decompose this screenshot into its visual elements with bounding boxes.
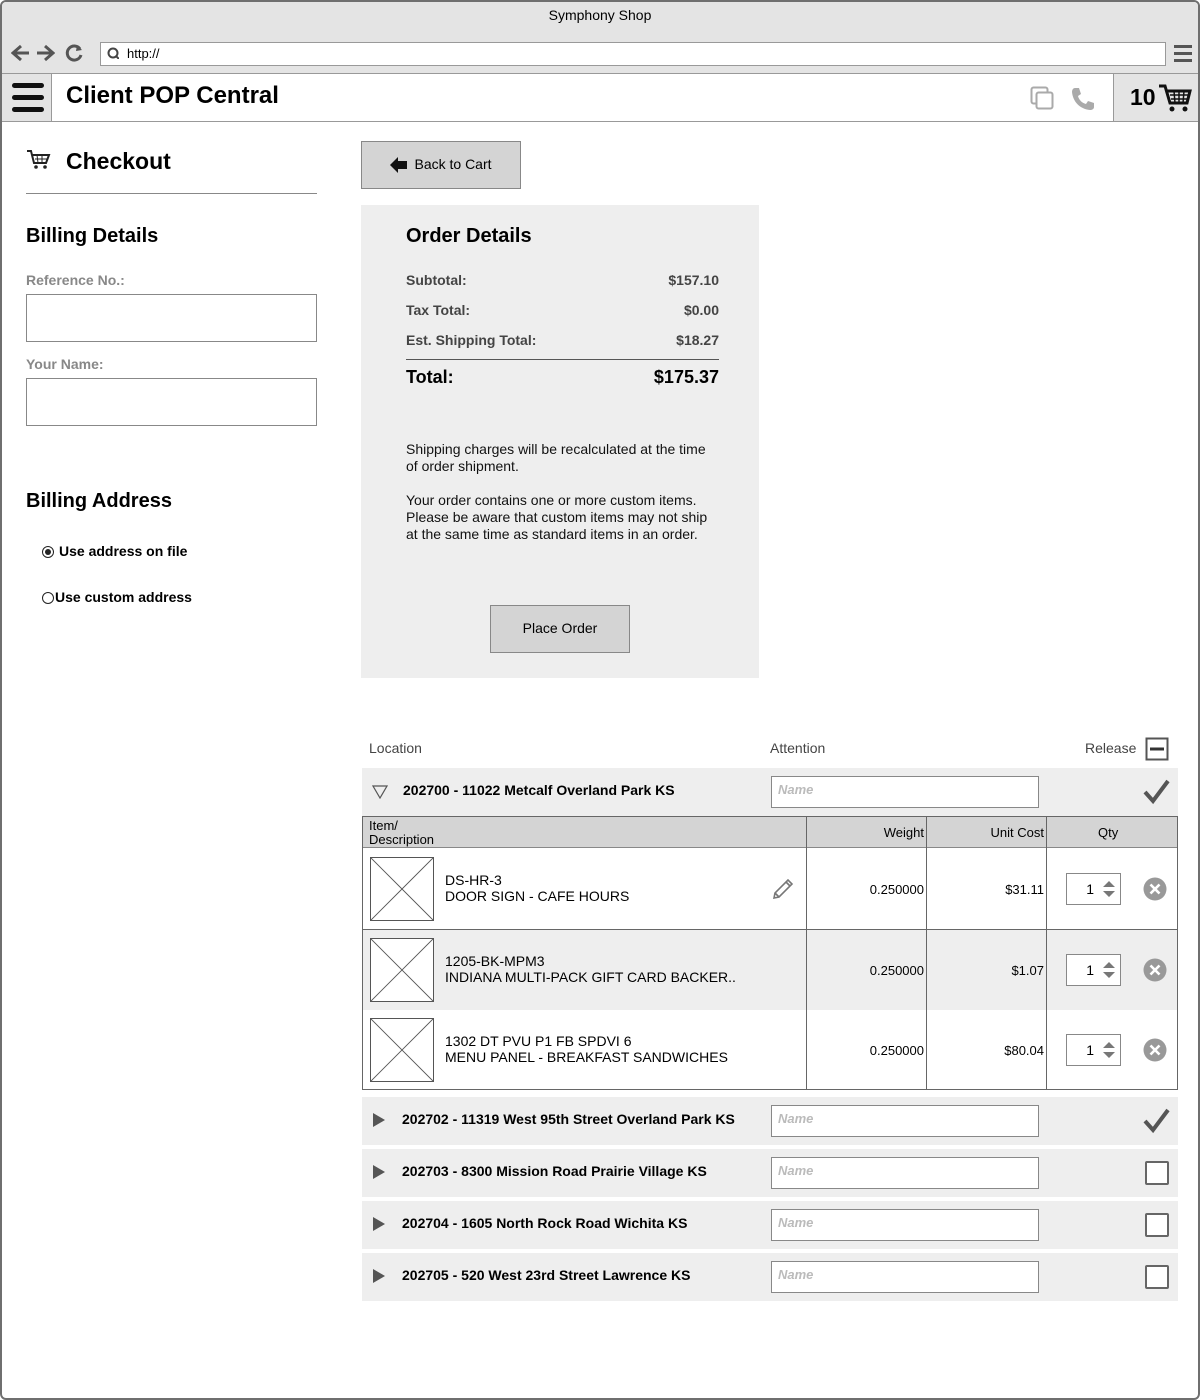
menu-icon[interactable] [1174,45,1192,66]
copy-icon[interactable] [1030,86,1054,110]
url-text: http:// [127,46,160,61]
location-row [362,768,1178,816]
shipping-label: Est. Shipping Total: [406,332,537,348]
url-input[interactable] [100,42,1166,66]
name-label: Your Name: [26,356,104,372]
total-label: Total: [406,367,454,387]
place-order-button[interactable]: Place Order [490,605,630,653]
triangle-expand-icon[interactable] [372,1112,386,1128]
item-description: MENU PANEL - BREAKFAST SANDWICHES [445,1049,728,1065]
item-description-header [369,819,434,847]
column-divider [806,817,807,1089]
item-sku: 1205-BK-MPM3 [445,953,545,969]
image-placeholder-icon [370,1018,434,1082]
total-value: $175.37 [653,367,719,387]
pencil-edit-icon[interactable] [771,877,795,901]
items-table-header [363,817,1177,848]
description-header: Description [369,832,435,847]
divider [406,359,719,360]
remove-icon[interactable] [1143,1038,1167,1062]
attention-name-input[interactable]: Name [771,1105,1039,1137]
browser-titlebar [2,2,1198,32]
remove-icon[interactable] [1143,877,1167,901]
browser-title: Symphony Shop [548,7,652,23]
billing-address-heading: Billing Address [26,490,172,512]
quantity-value: 1 [1086,881,1094,897]
reference-field[interactable] [26,294,317,342]
item-unit-cost: $80.04 [1004,1043,1044,1058]
table-row [363,930,1177,1010]
hamburger-menu-button[interactable] [2,74,52,121]
attention-name-input[interactable]: Name [771,1261,1039,1293]
cart-icon [1158,83,1192,113]
app-title: Client POP Central [66,82,279,109]
subtotal-row [406,272,719,288]
back-to-cart-label: Back to Cart [414,156,492,172]
reference-label: Reference No.: [26,272,125,288]
order-details-title: Order Details [406,225,532,247]
stepper-arrows-icon[interactable] [1102,961,1116,979]
table-row [363,849,1177,929]
location-row [362,1253,1178,1301]
release-column-header: Release [1085,740,1137,756]
location-label: 202700 - 11022 Metcalf Overland Park KS [403,782,675,798]
items-table [362,816,1178,1090]
item-weight: 0.250000 [869,963,924,978]
address-on-file-radio[interactable] [42,546,54,558]
custom-address-label[interactable]: Use custom address [55,589,192,605]
item-unit-cost: $31.11 [1005,882,1044,897]
release-checkbox[interactable] [1145,1161,1169,1185]
image-placeholder-icon [370,857,434,921]
header-cart-button[interactable] [1113,74,1198,121]
quantity-stepper[interactable] [1066,1034,1121,1066]
item-sku: 1302 DT PVU P1 FB SPDVI 6 [445,1033,632,1049]
triangle-expand-icon[interactable] [372,1164,386,1180]
item-text [445,1033,728,1065]
cart-count: 10 [1130,84,1156,110]
back-to-cart-button[interactable] [361,141,521,189]
checkout-title: Checkout [66,148,171,174]
item-text [445,953,736,985]
quantity-value: 1 [1086,962,1094,978]
subtotal-value: $157.10 [668,272,719,288]
quantity-value: 1 [1086,1042,1094,1058]
attention-name-input[interactable]: Name [771,1209,1039,1241]
item-sku: DS-HR-3 [445,872,502,888]
location-column-header: Location [369,740,422,756]
unit-cost-header: Unit Cost [990,825,1044,840]
location-row [362,1201,1178,1249]
subtotal-label: Subtotal: [406,272,467,288]
total-row [406,367,719,388]
back-arrow-icon [390,157,408,173]
qty-header: Qty [1098,825,1119,840]
weight-header: Weight [883,825,924,840]
quantity-stepper[interactable] [1066,954,1121,986]
custom-items-note: Your order contains one or more custom items. Please be aware that custom items may not ship at the same time as standard items in an order. [406,492,708,542]
item-text [445,872,629,904]
shipping-note: Shipping charges will be recalculated at the time of order shipment. [406,441,706,474]
location-label: 202703 - 8300 Mission Road Prairie Village KS [402,1163,707,1179]
custom-address-radio[interactable] [42,592,54,604]
divider [26,193,317,194]
column-divider [1046,817,1047,1089]
phone-icon[interactable] [1070,86,1094,110]
shipping-row [406,332,719,348]
checkmark-icon[interactable] [1142,778,1170,806]
item-unit-cost: $1.07 [1011,963,1044,978]
remove-icon[interactable] [1143,958,1167,982]
name-field[interactable] [26,378,317,426]
triangle-collapse-icon[interactable] [372,785,388,799]
quantity-stepper[interactable] [1066,873,1121,905]
forward-arrow-icon[interactable] [35,44,55,62]
stepper-arrows-icon[interactable] [1102,1041,1116,1059]
item-description: DOOR SIGN - CAFE HOURS [445,888,630,904]
cart-icon [26,149,52,171]
shipping-value: $18.27 [676,332,719,348]
image-placeholder-icon [370,938,434,1002]
collapse-icon[interactable] [1145,737,1169,761]
order-details-panel [361,205,759,678]
tax-value: $0.00 [683,302,719,318]
stepper-arrows-icon[interactable] [1102,880,1116,898]
column-divider [926,817,927,1089]
table-row [363,1010,1177,1090]
location-label: 202704 - 1605 North Rock Road Wichita KS [402,1215,688,1231]
item-weight: 0.250000 [869,882,924,897]
search-icon [107,47,119,59]
location-label: 202702 - 11319 West 95th Street Overland Park KS [402,1111,735,1127]
attention-column-header: Attention [770,740,826,756]
tax-row [406,302,719,318]
checkmark-icon[interactable] [1142,1107,1170,1135]
triangle-expand-icon[interactable] [372,1268,386,1284]
release-checkbox[interactable] [1145,1213,1169,1237]
item-weight: 0.250000 [869,1043,924,1058]
item-header: Item/ [369,818,398,833]
release-checkbox[interactable] [1145,1265,1169,1289]
browser-toolbar [2,32,1198,74]
location-row [362,1097,1178,1145]
billing-details-heading: Billing Details [26,225,159,247]
app-header [2,74,1198,122]
item-description: INDIANA MULTI-PACK GIFT CARD BACKER.. [445,969,736,985]
attention-name-input[interactable]: Name [771,1157,1039,1189]
location-row [362,1149,1178,1197]
tax-label: Tax Total: [406,302,471,318]
back-arrow-icon[interactable] [11,44,31,62]
location-label: 202705 - 520 West 23rd Street Lawrence KS [402,1267,691,1283]
refresh-icon[interactable] [65,43,85,63]
triangle-expand-icon[interactable] [372,1216,386,1232]
attention-name-input[interactable]: Name [771,776,1039,808]
address-on-file-label[interactable]: Use address on file [59,543,188,559]
